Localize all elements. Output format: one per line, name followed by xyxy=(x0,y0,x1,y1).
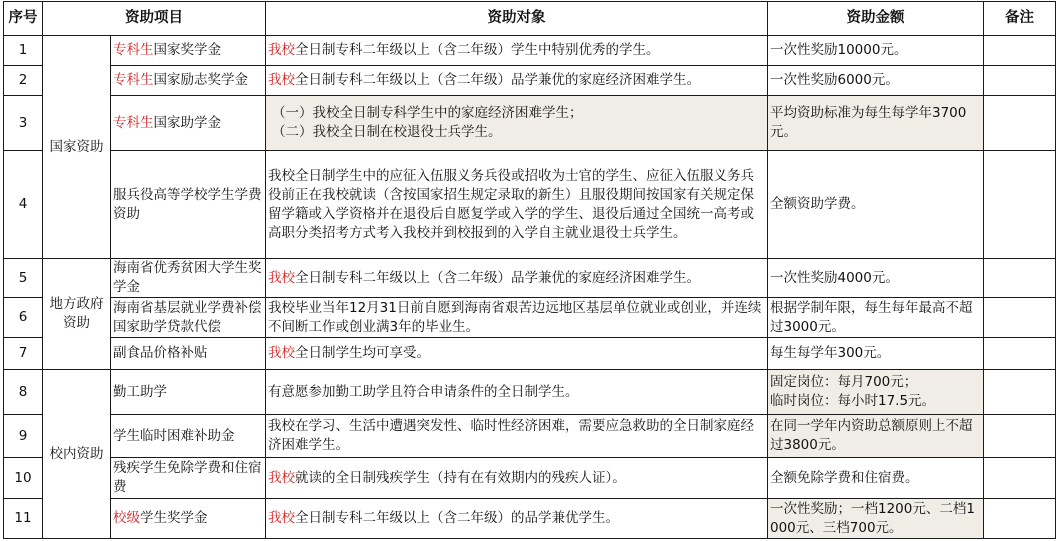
target-highlight: 我校 xyxy=(268,510,295,526)
header-target: 资助对象 xyxy=(266,2,768,36)
aid-amount: 每生每学年300元。 xyxy=(768,338,984,370)
amount-line-2: 临时岗位：每小时17.5元。 xyxy=(770,393,936,409)
aid-note xyxy=(984,298,1056,338)
item-text: 学生奖学金 xyxy=(140,510,208,526)
aid-amount: 全额免除学费和住宿费。 xyxy=(768,458,984,499)
table-row xyxy=(4,36,1056,66)
target-highlight: 我校 xyxy=(268,345,295,361)
table-row xyxy=(4,338,1056,370)
aid-item xyxy=(111,96,266,151)
aid-amount: 一次性奖励10000元。 xyxy=(768,36,984,66)
target-highlight: 我校 xyxy=(268,469,295,486)
item-text: 国家励志奖学金 xyxy=(153,72,248,88)
aid-note xyxy=(984,370,1056,415)
table-row xyxy=(4,96,1056,151)
aid-item xyxy=(111,36,266,66)
header-row xyxy=(4,2,1056,36)
aid-note xyxy=(984,499,1056,539)
aid-item: 副食品价格补贴 xyxy=(111,338,266,370)
category-local: 地方政府资助 xyxy=(43,259,111,370)
aid-note xyxy=(984,151,1056,259)
target-highlight: 我校 xyxy=(268,269,295,286)
aid-item: 学生临时困难补助金 xyxy=(111,415,266,458)
target-highlight: 我校 xyxy=(268,42,295,58)
aid-amount: 一次性奖励6000元。 xyxy=(768,66,984,96)
row-number: 6 xyxy=(4,298,43,338)
aid-target: 我校毕业当年12月31日前自愿到海南省艰苦边远地区基层单位就业或创业，并连续不间断工作或创业满3年的毕业生。 xyxy=(266,298,768,338)
header-item: 资助项目 xyxy=(43,2,266,36)
target-text: 就读的全日制残疾学生（持有在有效期内的残疾人证）。 xyxy=(295,469,626,486)
aid-target xyxy=(266,96,768,151)
aid-note xyxy=(984,96,1056,151)
header-amount: 资助金额 xyxy=(768,2,984,36)
row-number: 5 xyxy=(4,259,43,298)
item-highlight: 专科生 xyxy=(113,114,154,131)
row-number: 11 xyxy=(4,499,43,539)
aid-amount: 根据学制年限，每生每年最高不超过3000元。 xyxy=(768,298,984,338)
row-number: 8 xyxy=(4,370,43,415)
aid-target xyxy=(266,259,768,298)
target-text: 全日制学生均可享受。 xyxy=(295,345,430,361)
target-text: 全日制专科二年级以上（含二年级）品学兼优的家庭经济困难学生。 xyxy=(295,269,700,286)
target-text: 全日制专科二年级以上（含二年级）学生中特别优秀的学生。 xyxy=(295,42,660,58)
aid-target xyxy=(266,338,768,370)
category-national: 国家资助 xyxy=(43,36,111,259)
aid-note xyxy=(984,415,1056,458)
row-number: 4 xyxy=(4,151,43,259)
target-line-2: （二）我校全日制在校退役士兵学生。 xyxy=(272,124,502,140)
table-row xyxy=(4,415,1056,458)
target-highlight: 我校 xyxy=(268,72,295,88)
item-highlight: 专科生 xyxy=(113,42,154,58)
table-row xyxy=(4,298,1056,338)
table-row xyxy=(4,66,1056,96)
aid-target: 我校在学习、生活中遭遇突发性、临时性经济困难，需要应急救助的全日制家庭经济困难学生。 xyxy=(266,415,768,458)
aid-note xyxy=(984,259,1056,298)
aid-amount: 一次性奖励；一档1200元、二档1000元、三档700元。 xyxy=(768,499,984,539)
aid-amount: 全额资助学费。 xyxy=(768,151,984,259)
aid-target xyxy=(266,66,768,96)
item-highlight: 专科生 xyxy=(113,72,154,88)
aid-item xyxy=(111,499,266,539)
aid-target xyxy=(266,458,768,499)
aid-item: 海南省基层就业学费补偿国家助学贷款代偿 xyxy=(111,298,266,338)
aid-note xyxy=(984,338,1056,370)
aid-target: 有意愿参加勤工助学且符合申请条件的全日制学生。 xyxy=(266,370,768,415)
row-number: 2 xyxy=(4,66,43,96)
aid-item xyxy=(111,66,266,96)
amount-line-1: 固定岗位：每月700元； xyxy=(770,374,918,390)
table-row xyxy=(4,259,1056,298)
aid-amount: 平均资助标准为每生每学年3700元。 xyxy=(768,96,984,151)
aid-target xyxy=(266,36,768,66)
item-text: 国家奖学金 xyxy=(153,42,221,58)
header-no: 序号 xyxy=(4,2,43,36)
item-highlight: 校级 xyxy=(113,510,140,526)
table-row xyxy=(4,370,1056,415)
aid-note xyxy=(984,66,1056,96)
header-note: 备注 xyxy=(984,2,1056,36)
financial-aid-table xyxy=(3,1,1056,539)
category-campus: 校内资助 xyxy=(43,370,111,539)
table-row xyxy=(4,151,1056,259)
aid-note xyxy=(984,458,1056,499)
aid-item: 残疾学生免除学费和住宿费 xyxy=(111,458,266,499)
row-number: 10 xyxy=(4,458,43,499)
aid-amount: 一次性奖励4000元。 xyxy=(768,259,984,298)
row-number: 7 xyxy=(4,338,43,370)
aid-item: 海南省优秀贫困大学生奖学金 xyxy=(111,259,266,298)
row-number: 3 xyxy=(4,96,43,151)
aid-item: 服兵役高等学校学生学费资助 xyxy=(111,151,266,259)
aid-amount xyxy=(768,370,984,415)
aid-item: 勤工助学 xyxy=(111,370,266,415)
row-number: 9 xyxy=(4,415,43,458)
aid-amount: 在同一学年内资助总额原则上不超过3800元。 xyxy=(768,415,984,458)
table-row xyxy=(4,499,1056,539)
aid-note xyxy=(984,36,1056,66)
aid-target: 我校全日制学生中的应征入伍服义务兵役或招收为士官的学生、应征入伍服义务兵役前正在我校就读（含按国家招生规定录取的新生）且服役期间按国家有关规定保留学籍或入学资格并在退役后自愿复学或入学的学生、退役后通过全国统一高考或高职分类招考方式考入我校并到校报到的入学自主就业退役士兵学生。 xyxy=(266,151,768,259)
target-text: 全日制专科二年级以上（含二年级）的品学兼优学生。 xyxy=(295,510,619,526)
target-line-1: （一）我校全日制专科学生中的家庭经济困难学生； xyxy=(272,105,583,121)
aid-target xyxy=(266,499,768,539)
item-text: 国家助学金 xyxy=(153,114,221,131)
table-row xyxy=(4,458,1056,499)
row-number: 1 xyxy=(4,36,43,66)
target-text: 全日制专科二年级以上（含二年级）品学兼优的家庭经济困难学生。 xyxy=(295,72,700,88)
